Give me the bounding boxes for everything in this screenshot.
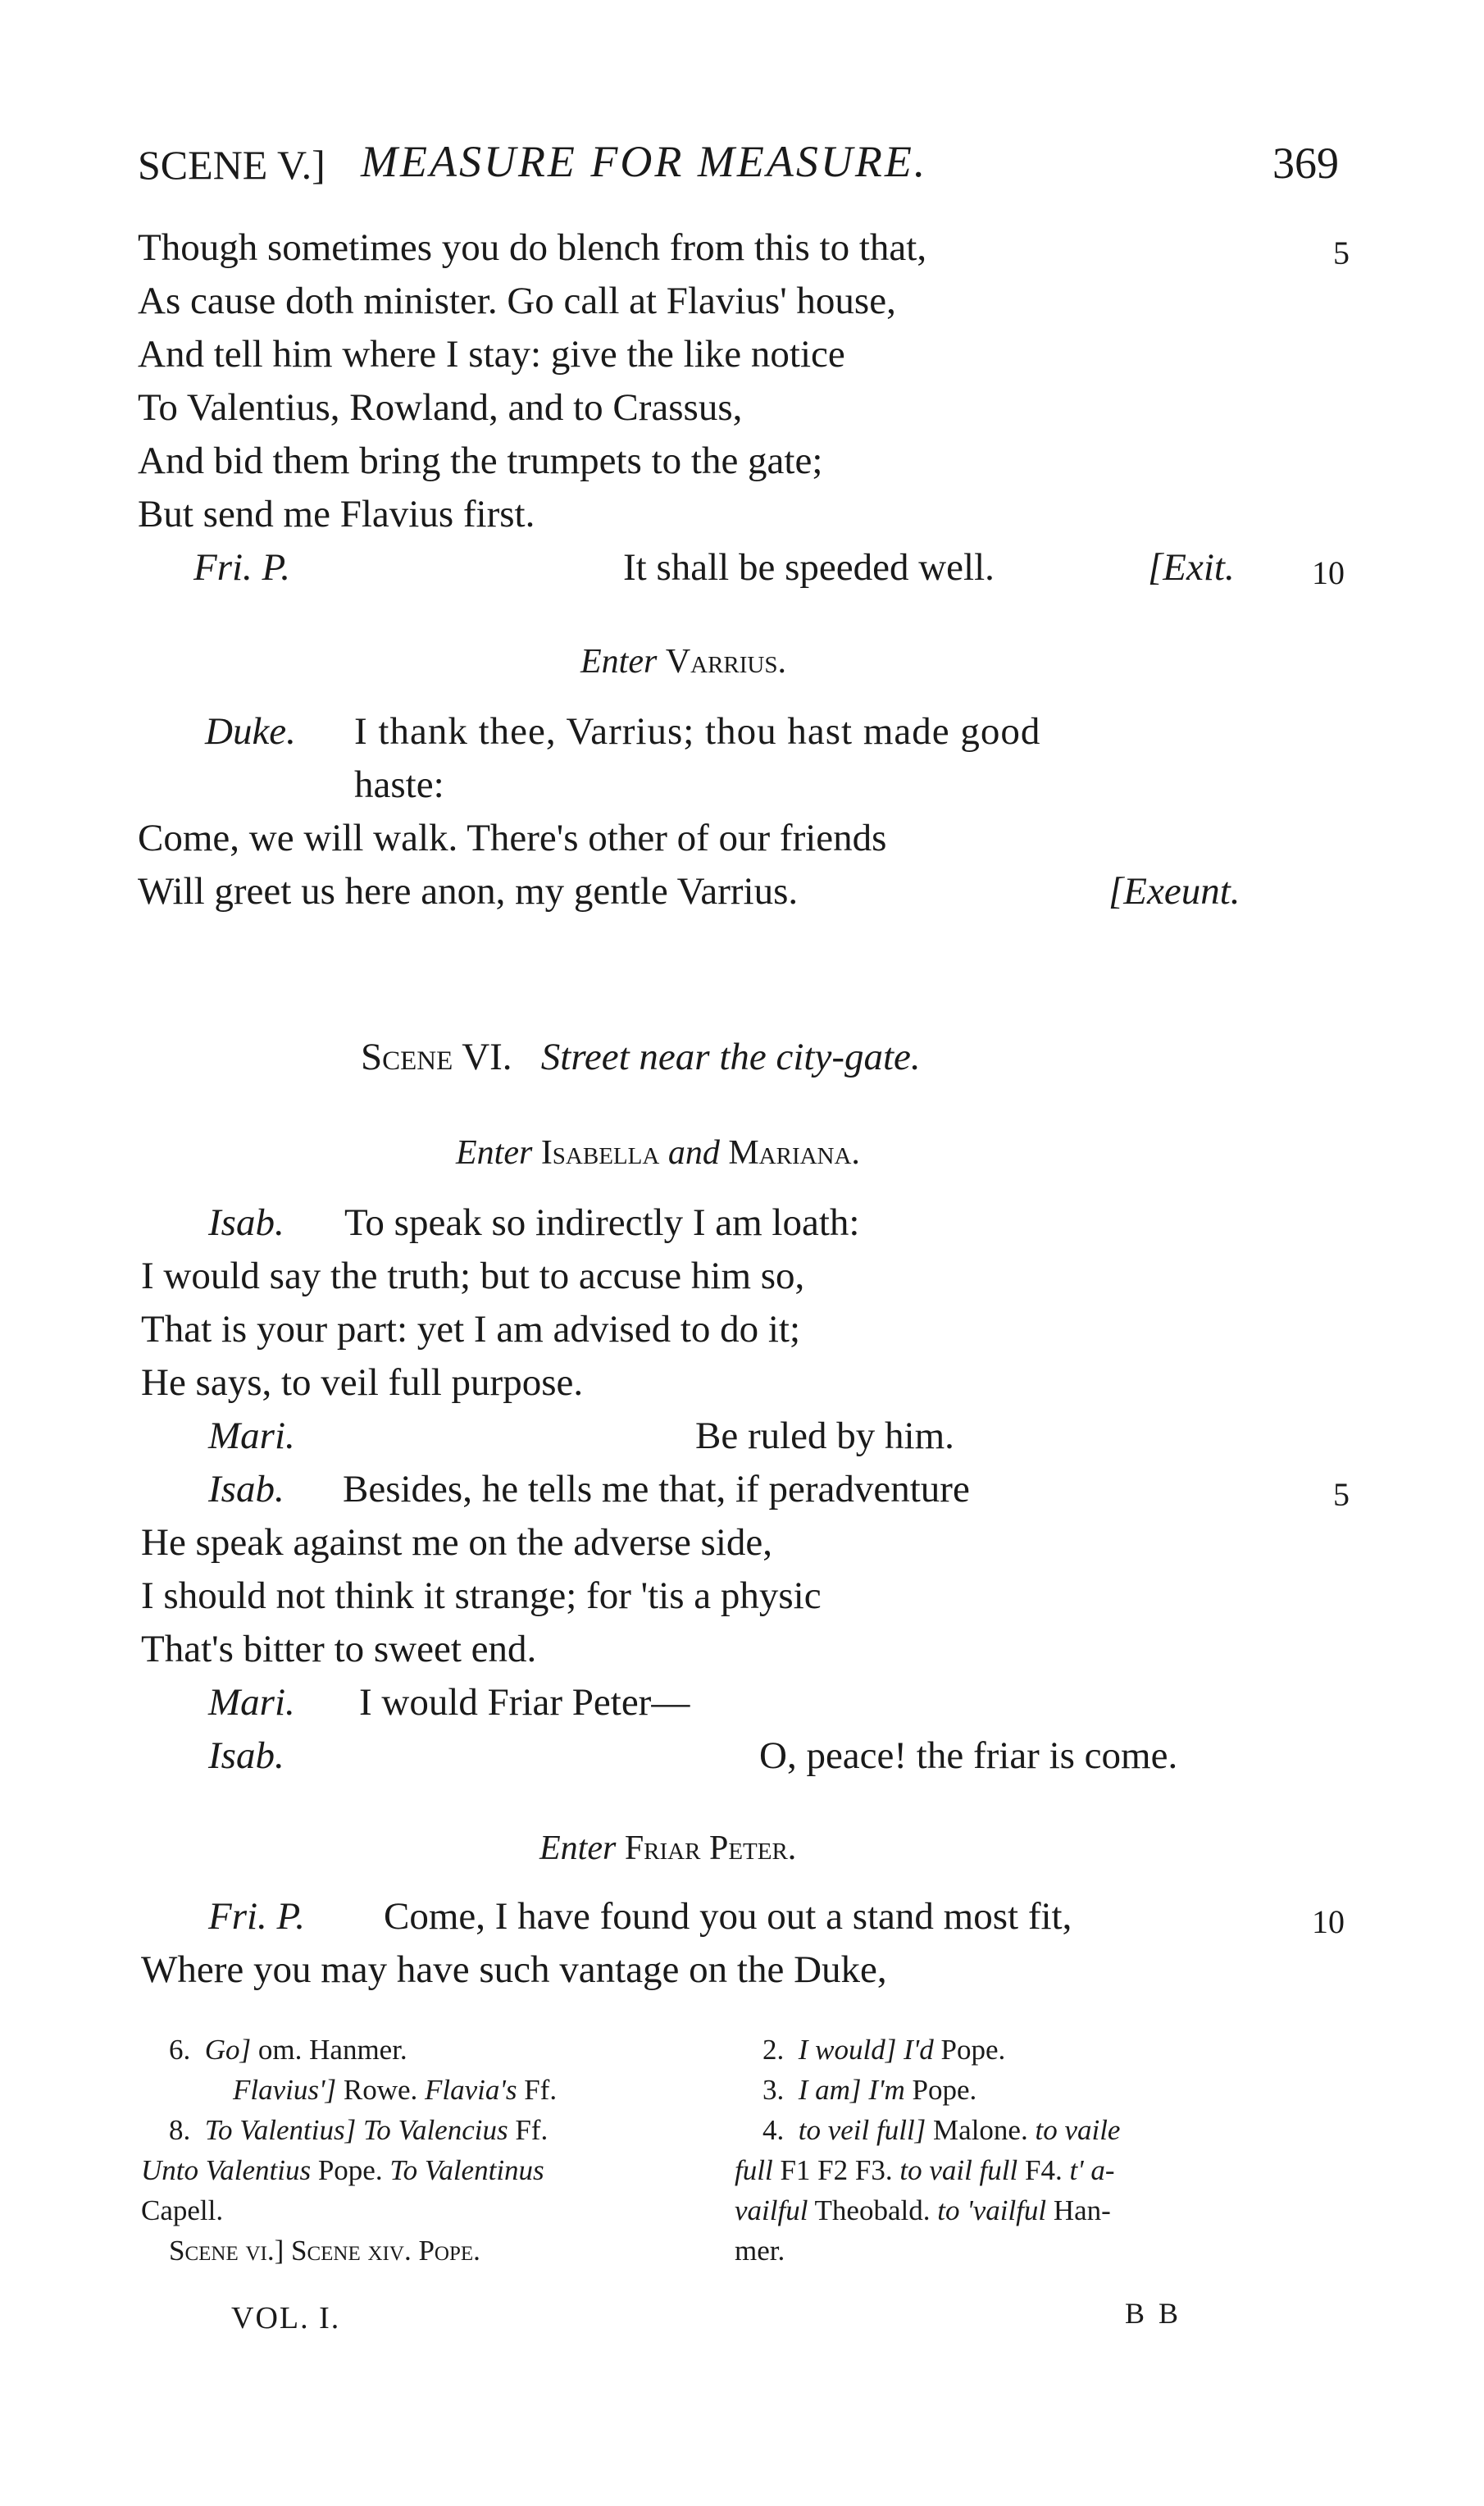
verse-line: That's bitter to sweet end. [141, 1628, 537, 1670]
enter-word: Enter [580, 643, 658, 681]
footnote-lemma: vailful [735, 2194, 808, 2226]
footnote-lemma: to 'vailful [937, 2194, 1047, 2226]
footnote [141, 2194, 223, 2227]
running-head-title: MEASURE FOR MEASURE. [361, 137, 928, 186]
speech-text: I thank thee, Varrius; thou hast made good [354, 710, 1041, 753]
footnote-lemma: To Valentinus [389, 2154, 544, 2186]
verse-line: Where you may have such vantage on the Duke, [141, 1948, 887, 1991]
footnote-lemma: to vaile [1035, 2114, 1121, 2146]
speech-text: Be ruled by him. [695, 1415, 954, 1457]
footnote-lemma: Flavia's [425, 2074, 517, 2106]
speech-text: To speak so indirectly I am loath: [344, 1201, 860, 1244]
footnote-text: Han- [1046, 2194, 1111, 2226]
speaker-name: Fri. P. [208, 1895, 305, 1938]
speech-text: haste: [354, 763, 444, 806]
speaker-name: Isab. [208, 1468, 285, 1510]
footnote-lemma: I'm [868, 2074, 905, 2106]
footnote-lemma: I am] [798, 2074, 862, 2106]
footnote-lemma: Go] [204, 2034, 252, 2066]
verse-line: That is your part: yet I am advised to do it; [141, 1308, 801, 1351]
verse-line: He says, to veil full purpose. [141, 1361, 584, 1404]
footnote-text: Ff. [508, 2114, 549, 2146]
footnote-text: Pope. [904, 2074, 977, 2106]
footnote [762, 2034, 1005, 2066]
footnote-text: Theobald. [808, 2194, 938, 2226]
footnote [735, 2235, 785, 2267]
verse-line: He speak against me on the adverse side, [141, 1521, 773, 1564]
verse-line: As cause doth minister. Go call at Flavius' house, [138, 280, 896, 322]
scene-heading-label: Scene VI. [361, 1036, 512, 1078]
scene-heading [361, 1035, 921, 1079]
footnote-text: Pope. [311, 2154, 390, 2186]
verse-line: And bid them bring the trumpets to the gate; [138, 440, 823, 482]
footnote-text: Malone. [926, 2114, 1036, 2146]
footnote [169, 2114, 548, 2147]
stage-direction-enter [539, 1829, 796, 1868]
footnote-lemma: To Valentius] [204, 2114, 357, 2146]
verse-line: Come, we will walk. There's other of our friends [138, 817, 887, 859]
footnote-number: 2. [762, 2034, 785, 2066]
page-number: 369 [1272, 139, 1339, 188]
stage-direction-exit: [Exit. [1148, 546, 1235, 589]
verse-line: And tell him where I stay: give the like notice [138, 333, 845, 376]
speech-text: Besides, he tells me that, if peradventure [343, 1468, 970, 1510]
speech-text: It shall be speeded well. [623, 546, 995, 589]
line-number: 5 [1333, 235, 1350, 271]
verse-line: Will greet us here anon, my gentle Varrius. [138, 870, 799, 913]
footnote [735, 2194, 1111, 2227]
verse-line: But send me Flavius first. [138, 493, 535, 535]
footnote-number: 3. [762, 2074, 785, 2106]
enter-word: Enter [456, 1134, 533, 1172]
verse-line: I should not think it strange; for 'tis a physic [141, 1574, 822, 1617]
footnote-text: Pope. [933, 2034, 1006, 2066]
footnote-lemma: Flavius'] [233, 2074, 337, 2106]
footnote-lemma: I'd [904, 2034, 934, 2066]
speaker-name: Fri. P. [193, 546, 290, 589]
speech-text: Come, I have found you out a stand most fit, [384, 1895, 1072, 1938]
footnote-text: F4. [1017, 2154, 1070, 2186]
character-name: Varrius. [665, 643, 787, 681]
verse-line: Though sometimes you do blench from this to that, [138, 226, 927, 269]
speaker-name: Duke. [205, 710, 296, 753]
stage-direction-enter [580, 642, 786, 681]
line-number: 5 [1333, 1476, 1350, 1513]
speaker-name: Mari. [208, 1415, 295, 1457]
footnote-text: Rowe. [336, 2074, 425, 2106]
footnote-text: mer. [735, 2235, 785, 2267]
speaker-name: Isab. [208, 1201, 285, 1244]
footnote-text: Capell. [141, 2194, 224, 2226]
footnote-lemma: I would] [798, 2034, 897, 2066]
footnote-text [896, 2034, 904, 2066]
character-name: Isabella [540, 1134, 660, 1172]
footnote-text [862, 2074, 869, 2106]
volume-signature: VOL. I. [231, 2301, 341, 2335]
footnote [735, 2154, 1115, 2187]
enter-word: Enter [539, 1829, 617, 1867]
footnote-text: Ff. [517, 2074, 558, 2106]
footnote [233, 2074, 557, 2107]
running-head-scene: SCENE V.] [138, 142, 325, 188]
footnote-text: F1 F2 F3. [772, 2154, 900, 2186]
character-name: Mariana. [728, 1134, 860, 1172]
footnote-lemma: to vail full [899, 2154, 1018, 2186]
stage-direction-exeunt: [Exeunt. [1108, 870, 1240, 913]
footnote-number: 8. [169, 2114, 191, 2146]
footnote-lemma: to veil full] [798, 2114, 926, 2146]
stage-direction-enter [456, 1133, 860, 1173]
footnote [762, 2114, 1120, 2147]
footnote-lemma: t' a- [1069, 2154, 1115, 2186]
footnote-number: 4. [762, 2114, 785, 2146]
and-word: and [667, 1134, 720, 1172]
verse-line: I would say the truth; but to accuse him so, [141, 1255, 805, 1297]
line-number: 10 [1312, 1903, 1345, 1940]
scene-heading-place: Street near the city-gate. [540, 1036, 921, 1078]
footnote-text [356, 2114, 363, 2146]
footnote-text: Scene vi.] Scene xiv. Pope. [169, 2235, 480, 2267]
footnote-text: om. Hanmer. [251, 2034, 407, 2066]
footnote-number: 6. [169, 2034, 191, 2066]
speech-text: O, peace! the friar is come. [759, 1734, 1178, 1777]
footnote [141, 2154, 544, 2187]
footnote [762, 2074, 976, 2107]
character-name: Friar Peter. [624, 1829, 797, 1867]
footnote-lemma: Unto Valentius [141, 2154, 312, 2186]
line-number: 10 [1312, 554, 1345, 591]
verse-line: To Valentius, Rowland, and to Crassus, [138, 386, 743, 429]
speech-text: I would Friar Peter— [359, 1681, 690, 1724]
footnote [169, 2034, 407, 2066]
footnote [169, 2235, 480, 2267]
speaker-name: Isab. [208, 1734, 285, 1777]
footnote-lemma: full [735, 2154, 773, 2186]
footnote-lemma: To Valencius [362, 2114, 508, 2146]
signature-mark: B B [1125, 2297, 1182, 2330]
speaker-name: Mari. [208, 1681, 295, 1724]
